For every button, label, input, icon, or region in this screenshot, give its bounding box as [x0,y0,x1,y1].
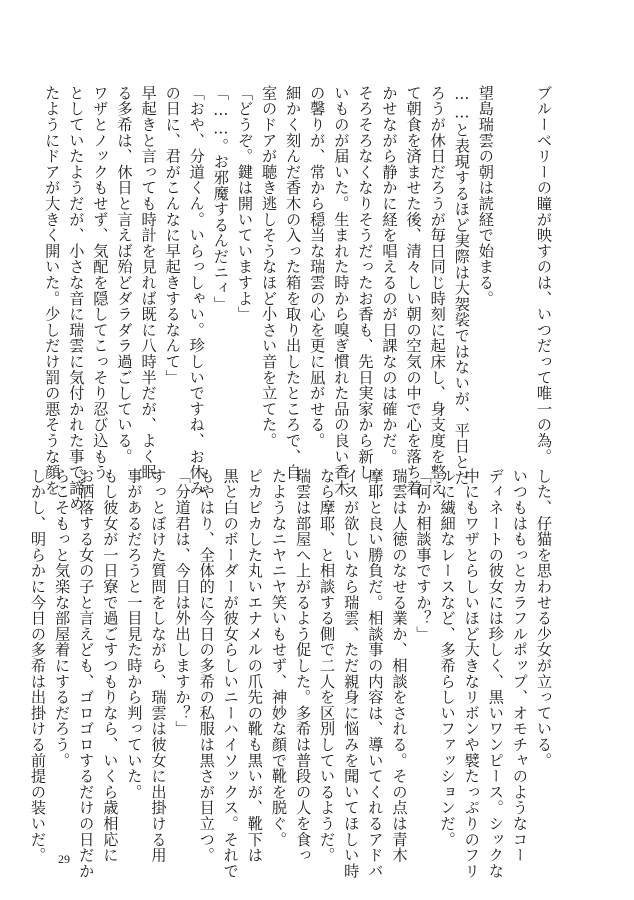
blank-line [498,85,522,455]
text-column: て朝食を済ませた後、清々しい朝の空気の中で心を落ち着 [404,85,423,496]
text-column: ルに繊細なレースなど、多希らしいファッションだ。 [438,468,457,848]
text-column: たようにドアが大きく開いた。少しだけ罰の悪そうな顔を [43,85,62,496]
text-column: いつもはもっとカラフルポップ、オモチャのようなコー [510,468,529,863]
text-column: る多希は、休日と言えば殆どダラダラ過ごしている。 [115,85,134,465]
text-column: 望島瑞雲の朝は読経で始まる。 [476,85,495,307]
text-column: お洒落する女の子と言えども、ゴロゴロするだけの日だか [77,468,96,879]
text-column: 「……。お邪魔するんだニィ」 [211,85,230,312]
text-column: なら摩耶、と相談する側で二人を区別しているようだ。 [318,468,337,863]
text-column: 室のドアが聴き逃しそうなほど小さい音を立てた。 [260,85,279,449]
text-column: もし彼女が一日寮で過ごすつもりなら、いくら歳相応に [101,468,120,863]
text-column: 瑞雲は人徳のなせる業か、相談をされる。その点は青木 [390,468,409,863]
text-column: 「どうぞ。鍵は開いていますよ」 [235,85,254,322]
text-column: 瑞雲は部屋へ上がるよう促した。多希は普段の人を食っ [294,468,313,863]
text-column: 「何か相談事ですか？」 [414,468,433,642]
text-column: ワザとノックもせず、気配を隠してこっそり忍び込もう [91,85,110,480]
text-column: そろそろなくなりそうだったお香も、先日実家から新し [356,85,375,480]
text-column: 「おや、分道くん。いらっしゃい。珍しいですね、お休み [187,85,206,496]
text-column: した、仔猫を思わせる少女が立っている。 [535,468,553,769]
text-column: ろうが休日だろうが毎日同じ時刻に起床し、身支度を整え [428,85,447,496]
text-column: らこそもっと気楽な部屋着にするだろう。 [53,468,72,769]
text-column: 中にもワザとらしいほど大きなリボンや襞たっぷりのフリ [462,468,481,879]
text-column: ディネートの彼女には珍しく、黒いワンピース。シックな [486,468,505,879]
text-column: かせながら静かに経を唱えるのが日課なのは確かだ。 [380,85,399,465]
text-column: の日に、君がこんなに早起きするなんて」 [163,85,182,386]
text-column: 早起きと言っても時計を見れば既に八時半だが、よく眠 [139,85,158,480]
text-column: しかし、明らかに今日の多希は出掛ける前提の装いだ。 [29,468,48,863]
text-column: ブルーベリーの瞳が映すのは、いつだって唯一の為。 [535,85,553,465]
text-column: ……と表現するほど実際は大袈裟ではないが、平日とだ [452,85,471,486]
text-column: すっとぼけた質問をしながら、瑞雲は彼女に出掛ける用 [149,468,168,863]
upper-text-block [40,85,556,512]
text-column: 黒と白のボーダーが彼女らしいニーハイソックス。それで [221,468,240,879]
text-column: ピカピカした丸いエナメルの爪先の靴も黒いが、靴下は [245,468,264,863]
text-column: としていたようだが、小さな音に瑞雲に気付かれた事で諦め [67,85,86,512]
text-column: もやはり、全体的に今日の多希の私服は黒さが目立つ。 [197,468,216,863]
text-column: 摩耶と良い勝負だ。相談事の内容は、導いてくれるアドバ [366,468,385,879]
text-column: いものが届いた。生まれた時から嗅ぎ慣れた品の良い香木 [332,85,351,496]
text-column: たようなニヤニヤ笑いもせず、神妙な顔で靴を脱ぐ。 [269,468,288,848]
text-column: 「分道君は、今日は外出しますか？」 [173,468,192,737]
text-column: イスが欲しいなら瑞雲、ただ親身に悩みを聞いてほしい時 [342,468,361,879]
text-column: の馨りが、常から穏当な瑞雲の心を更に凪がせる。 [308,85,327,449]
page-number: 29 [58,852,70,866]
text-column: 事があるだろうと一目見た時から判っていた。 [125,468,144,800]
text-column: 細かく刻んだ香木の入った箱を取り出したところで、自 [284,85,303,480]
